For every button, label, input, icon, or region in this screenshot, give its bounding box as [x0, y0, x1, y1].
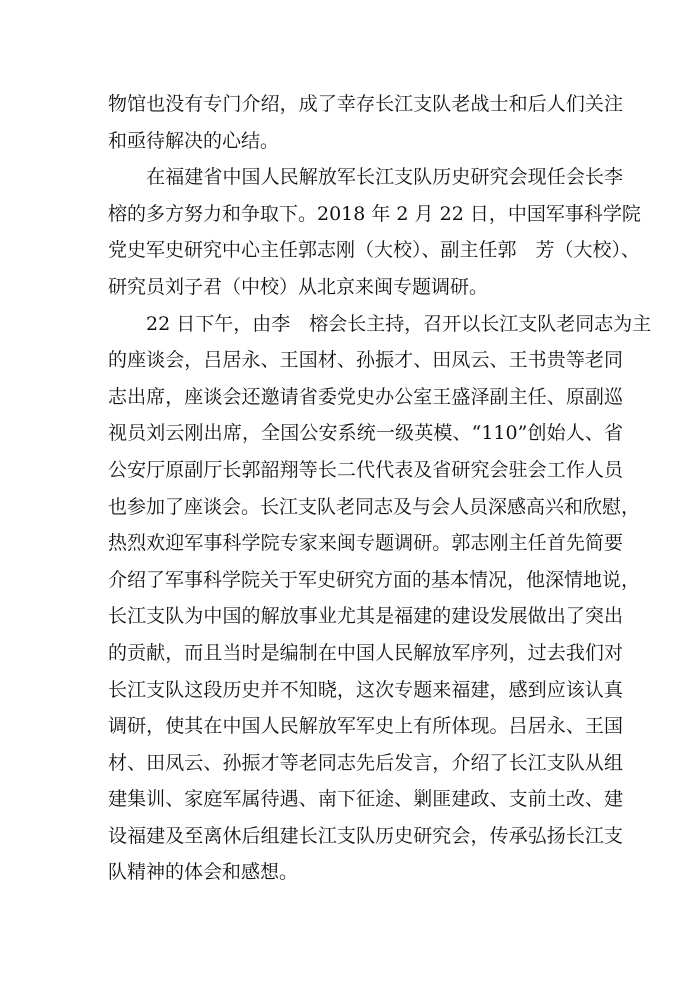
text-line: 热烈欢迎军事科学院专家来闽专题调研。郭志刚主任首先简要: [108, 532, 623, 555]
text-line: 在福建省中国人民解放军长江支队历史研究会现任会长李: [108, 166, 623, 189]
text-line: 材、田凤云、孙振才等老同志先后发言，介绍了长江支队从组: [108, 751, 623, 774]
document-body: [108, 86, 652, 891]
paragraph-research-visit: [108, 159, 641, 305]
text-line: 党史军史研究中心主任郭志刚（大校）、副主任郭 芳（大校）、: [108, 239, 641, 262]
text-line: 物馆也没有专门介绍，成了幸存长江支队老战士和后人们关注: [108, 93, 623, 115]
text-line: 榕的多方努力和争取下。2018 年 2 月 22 日，中国军事科学院: [108, 202, 641, 225]
text-line: 视员刘云刚出席，全国公安系统一级英模、“110”创始人、省: [108, 422, 623, 445]
text-line: 志出席，座谈会还邀请省委党史办公室王盛泽副主任、原副巡: [108, 385, 623, 408]
text-line: 研究员刘子君（中校）从北京来闽专题调研。: [108, 275, 489, 298]
text-line: 公安厅原副厅长郭韶翔等长二代代表及省研究会驻会工作人员: [108, 458, 623, 481]
text-line: 调研，使其在中国人民解放军军史上有所体现。吕居永、王国: [108, 715, 623, 738]
text-line: 队精神的体会和感想。: [108, 861, 299, 884]
text-line: 设福建及至离休后组建长江支队历史研究会，传承弘扬长江支: [108, 824, 623, 847]
paragraph-continuation: [108, 86, 623, 159]
text-line: 的贡献，而且当时是编制在中国人民解放军序列，过去我们对: [108, 641, 623, 664]
text-line: 的座谈会，吕居永、王国材、孙振才、田凤云、王书贵等老同: [108, 349, 623, 372]
text-line: 和亟待解决的心结。: [108, 129, 280, 152]
paragraph-symposium: [108, 306, 652, 892]
text-line: 长江支队为中国的解放事业尤其是福建的建设发展做出了突出: [108, 605, 623, 628]
text-line: 介绍了军事科学院关于军史研究方面的基本情况，他深情地说，: [108, 568, 641, 591]
text-line: 也参加了座谈会。长江支队老同志及与会人员深感高兴和欣慰，: [108, 495, 641, 518]
text-line: 22 日下午，由李 榕会长主持，召开以长江支队老同志为主: [108, 312, 652, 335]
text-line: 建集训、家庭军属待遇、南下征途、剿匪建政、支前土改、建: [108, 788, 623, 811]
text-line: 长江支队这段历史并不知晓，这次专题来福建，感到应该认真: [108, 678, 623, 701]
